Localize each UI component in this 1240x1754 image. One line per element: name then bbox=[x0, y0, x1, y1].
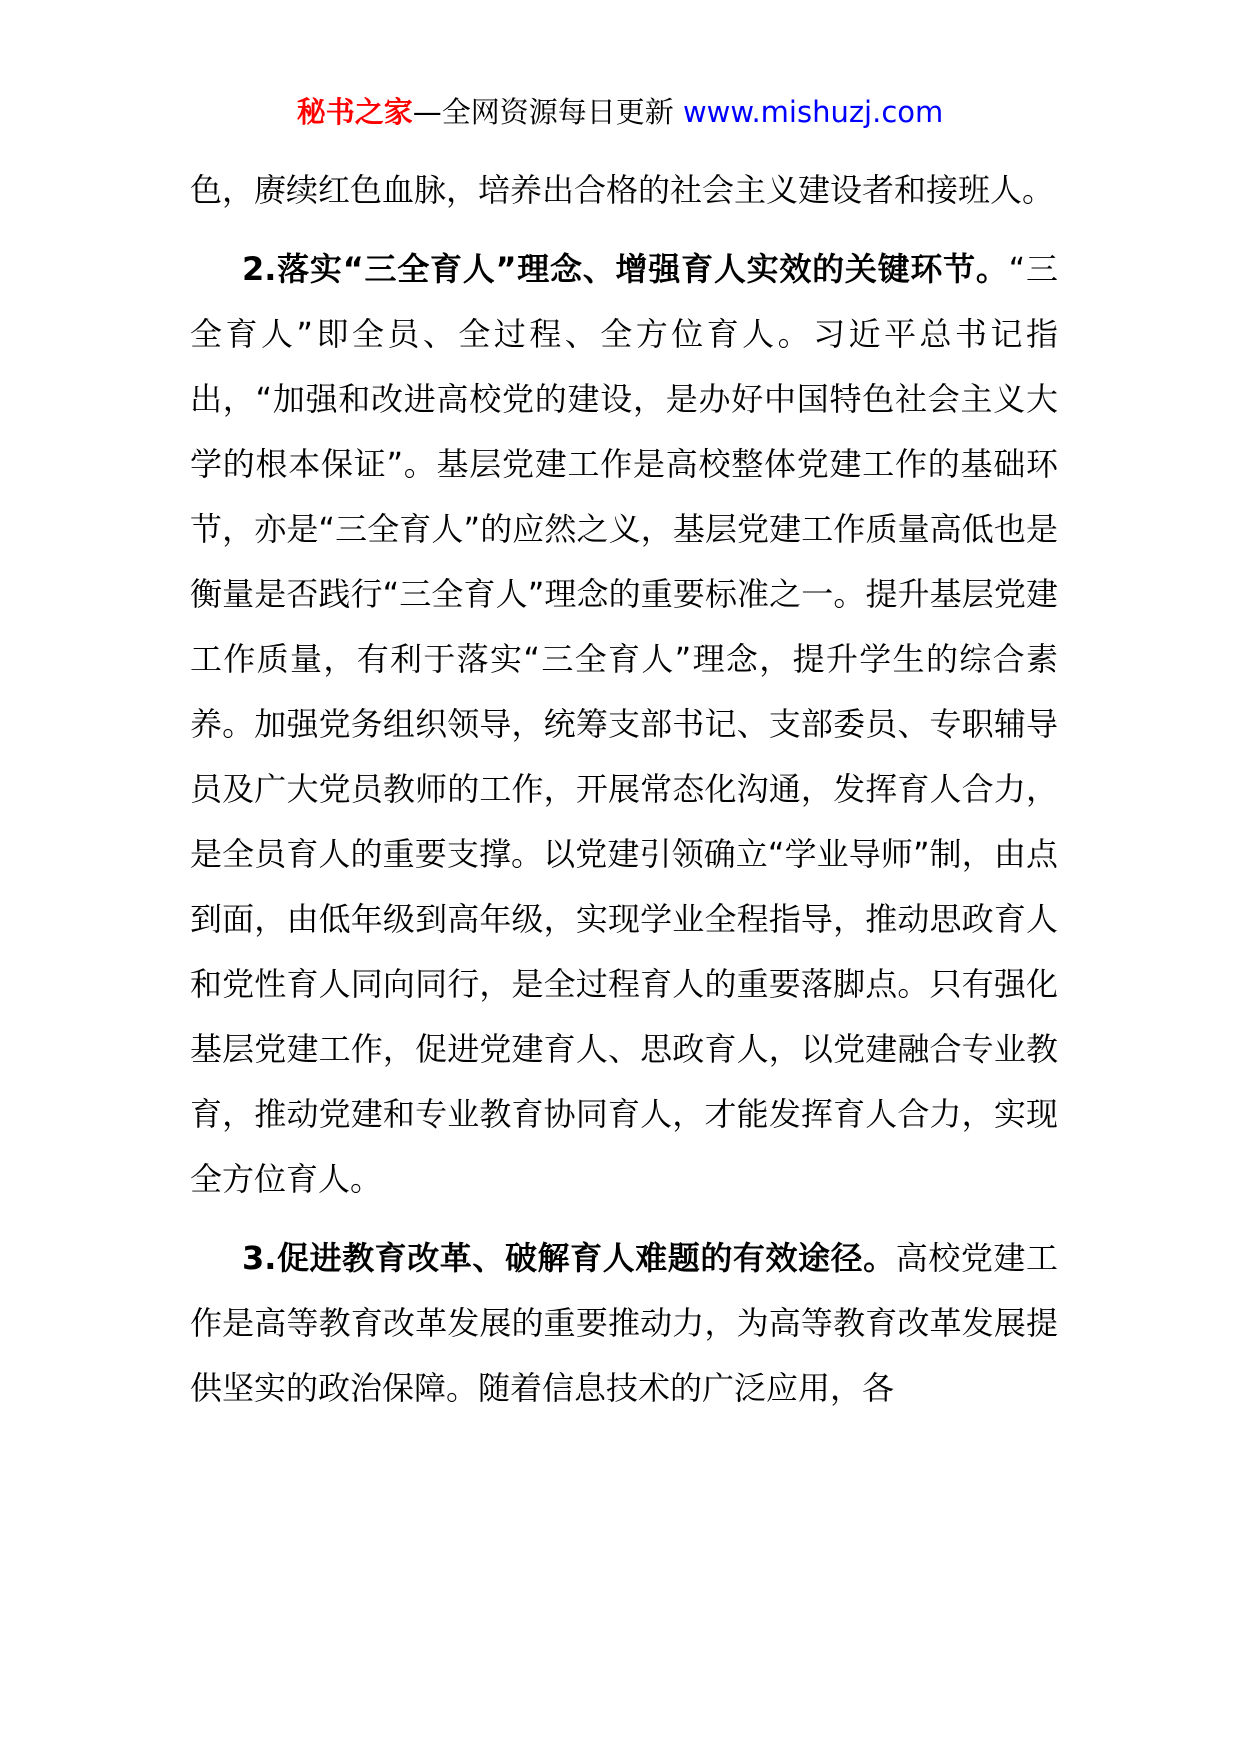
document-body bbox=[190, 158, 1058, 1421]
site-url[interactable]: www.mishuzj.com bbox=[682, 95, 944, 129]
paragraph-section-2 bbox=[190, 237, 1058, 1212]
site-header bbox=[0, 92, 1240, 132]
section-2-text: “三全育人”即全员、全过程、全方位育人。习近平总书记指出，“加强和改进高校党的建设，是办好中国特色社会主义大学的根本保证”。基层党建工作是高校整体党建工作的基础环节，亦是“三全育人”的应然之义，基层党建工作质量高低也是衡量是否践行“三全育人”理念的重要标准之一。提升基层党建工作质量，有利于落实“三全育人”理念，提升学生的综合素养。加强党务组织领导，统筹支部书记、支部委员、专职辅导员及广大党员教师的工作，开展常态化沟通，发挥育人合力，是全员育人的重要支撑。以党建引领确立“学业导师”制，由点到面，由低年级到高年级，实现学业全程指导，推动思政育人和党性育人同向同行，是全过程育人的重要落脚点。只有强化基层党建工作，促进党建育人、思政育人，以党建融合专业教育，推动党建和专业教育协同育人，才能发挥育人合力，实现全方位育人。 bbox=[190, 250, 1058, 1198]
paragraph-section-3 bbox=[190, 1226, 1058, 1421]
brand-name: 秘书之家 bbox=[296, 95, 413, 129]
header-tagline: —全网资源每日更新 bbox=[412, 95, 683, 129]
section-2-heading: 2.落实“三全育人”理念、增强育人实效的关键环节。 bbox=[242, 250, 1009, 288]
section-3-heading: 3.促进教育改革、破解育人难题的有效途径。 bbox=[242, 1239, 896, 1277]
section-3-text: 高校党建工作是高等教育改革发展的重要推动力，为高等教育改革发展提供坚实的政治保障。随着信息技术的广泛应用，各 bbox=[190, 1239, 1058, 1407]
paragraph-continuation: 色，赓续红色血脉，培养出合格的社会主义建设者和接班人。 bbox=[190, 171, 1055, 209]
